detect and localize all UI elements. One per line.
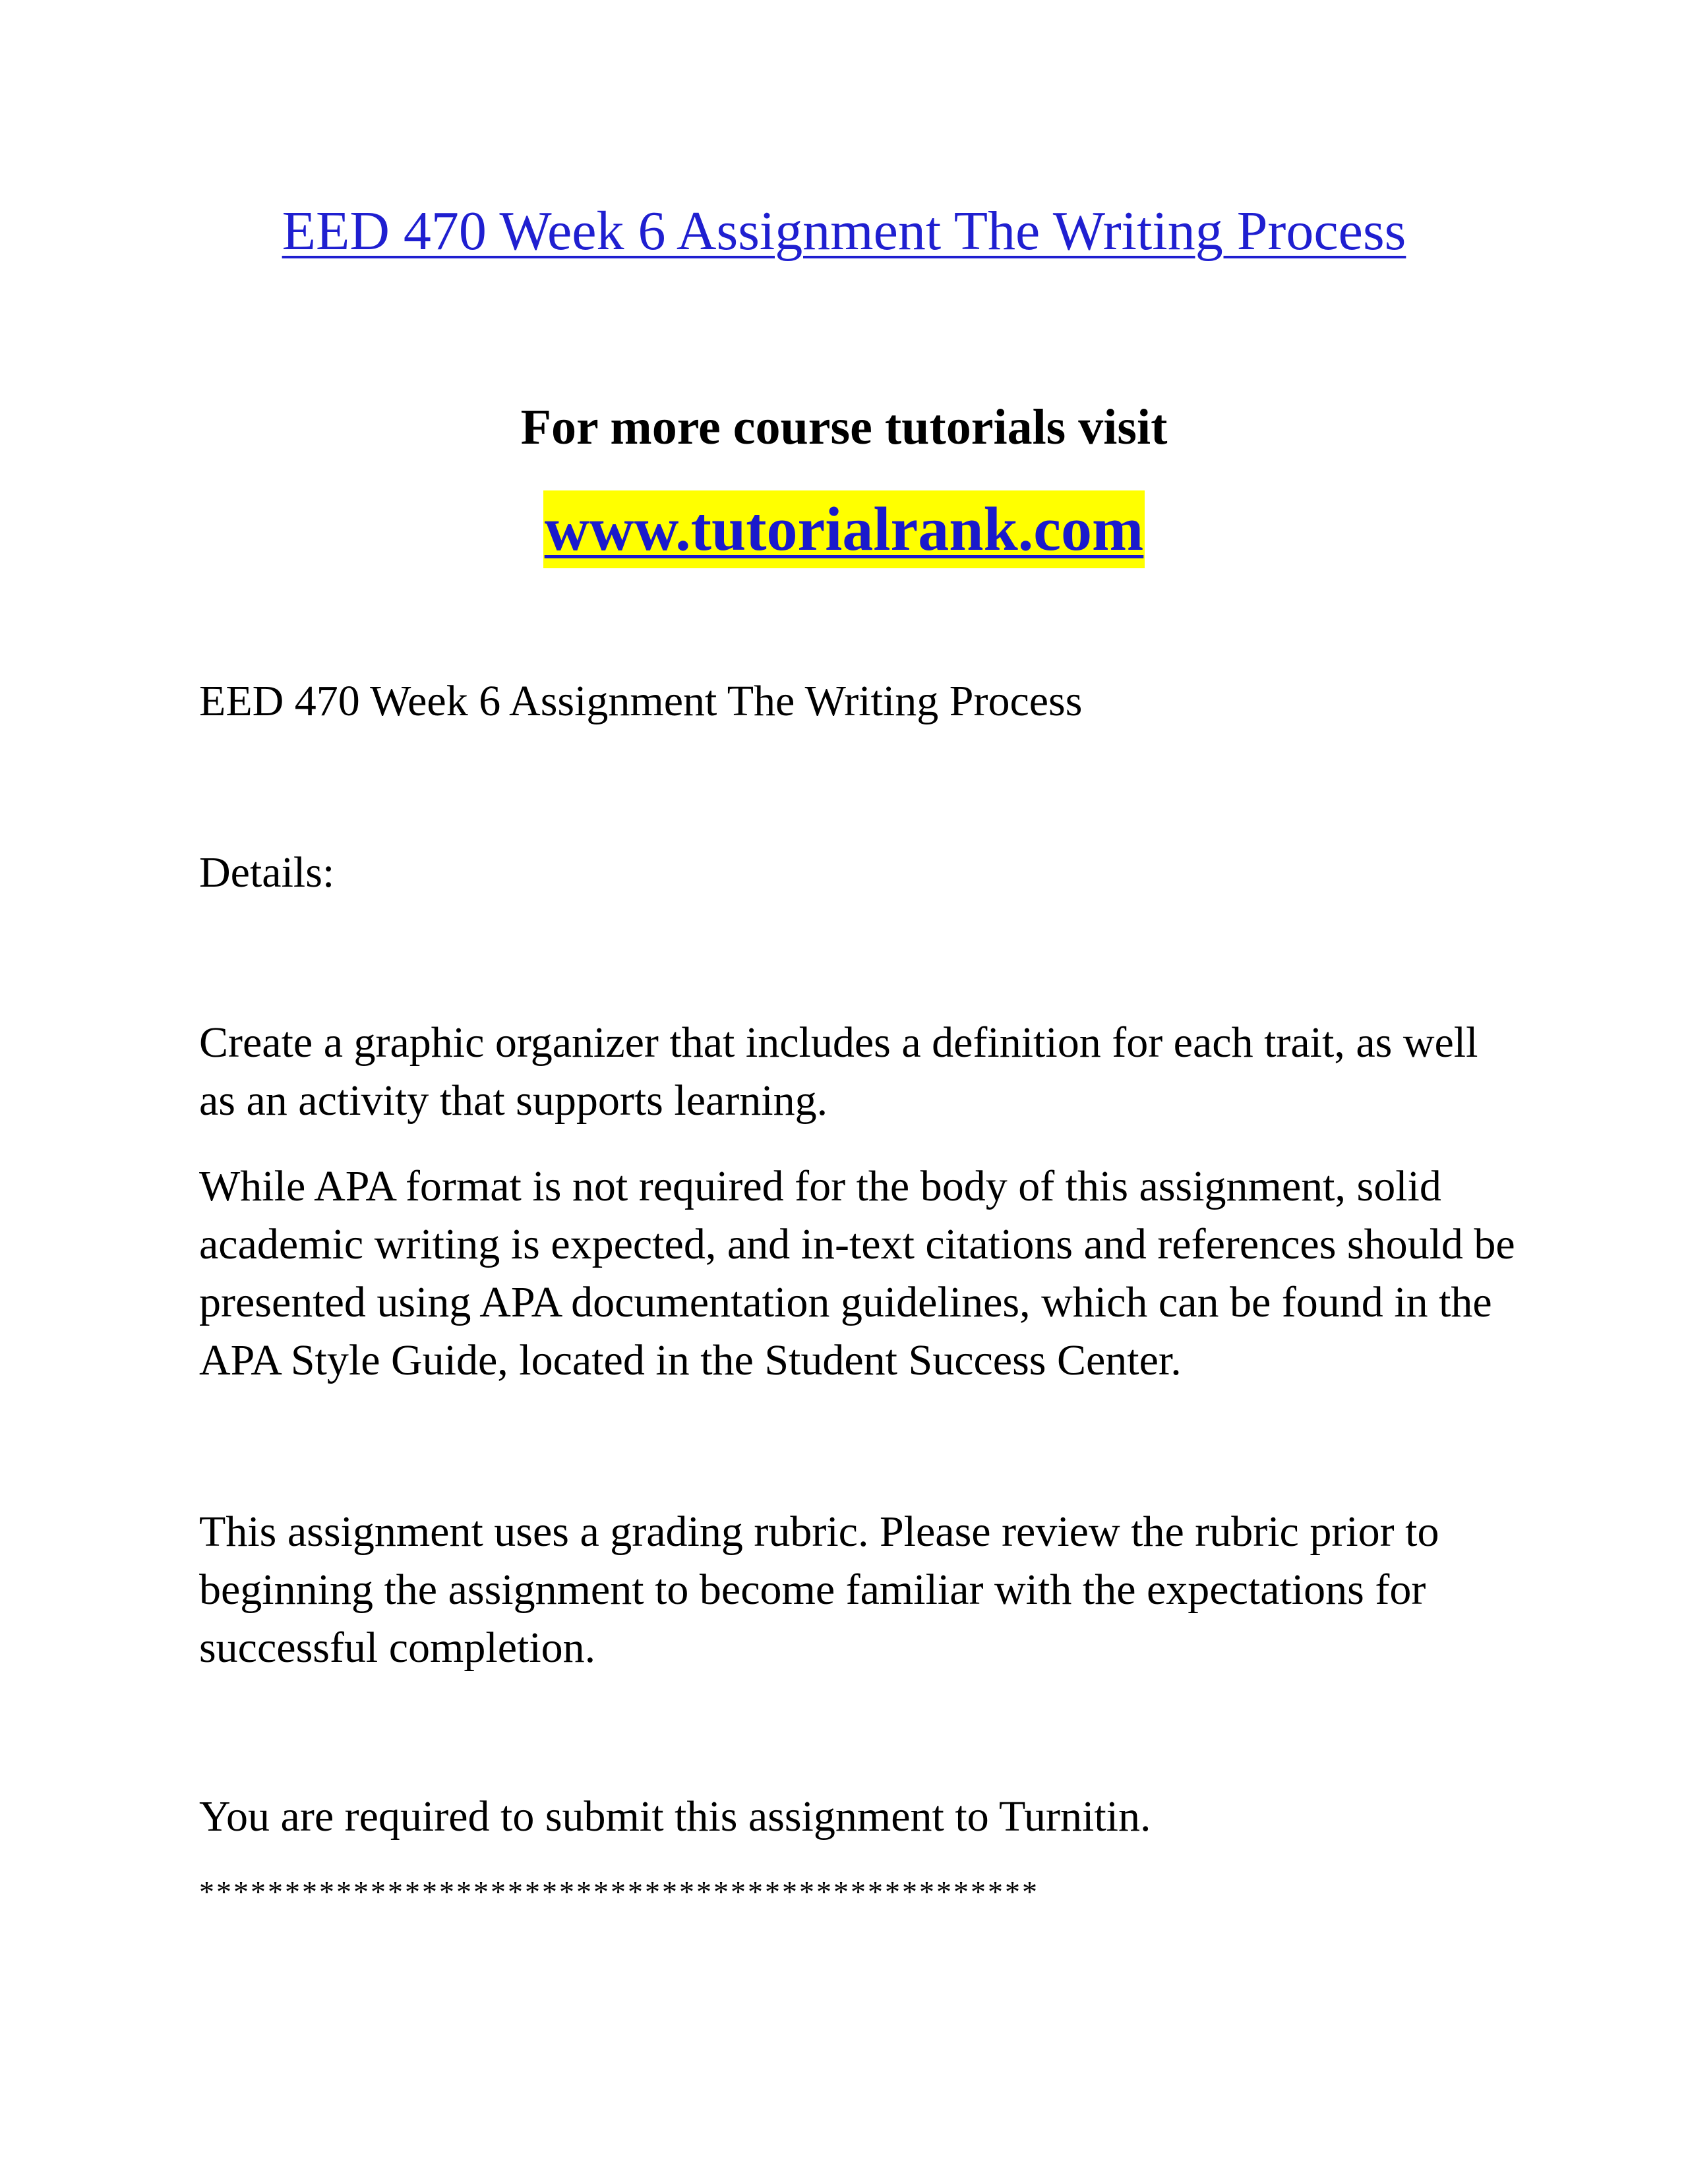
title-link[interactable]: EED 470 Week 6 Assignment The Writing Process	[282, 200, 1406, 262]
site-link[interactable]: www.tutorialrank.com	[543, 490, 1145, 568]
details-label: Details:	[199, 848, 335, 897]
assignment-heading: EED 470 Week 6 Assignment The Writing Process	[199, 677, 1083, 725]
paragraph-turnitin: You are required to submit this assignment to Turnitin.	[199, 1792, 1151, 1841]
promo-text: For more course tutorials visit	[520, 399, 1168, 455]
separator-stars: *************************************************	[199, 1875, 1039, 1908]
site-link-container	[0, 490, 1688, 568]
paragraph-apa-format: While APA format is not required for the body of this assignment, solid academic writing is expected, and in-text citations and references should be presented using APA documentation guidelines, which can be found in the APA Style Guide, located in the Student Success Center.	[199, 1162, 1515, 1384]
paragraph-graphic-organizer: Create a graphic organizer that includes a definition for each trait, as well as an activity that supports learning.	[199, 1018, 1478, 1125]
paragraph-grading-rubric: This assignment uses a grading rubric. Please review the rubric prior to beginning the assignment to become familiar with the expectations for successful completion.	[199, 1508, 1439, 1672]
title-link-container	[0, 195, 1688, 268]
